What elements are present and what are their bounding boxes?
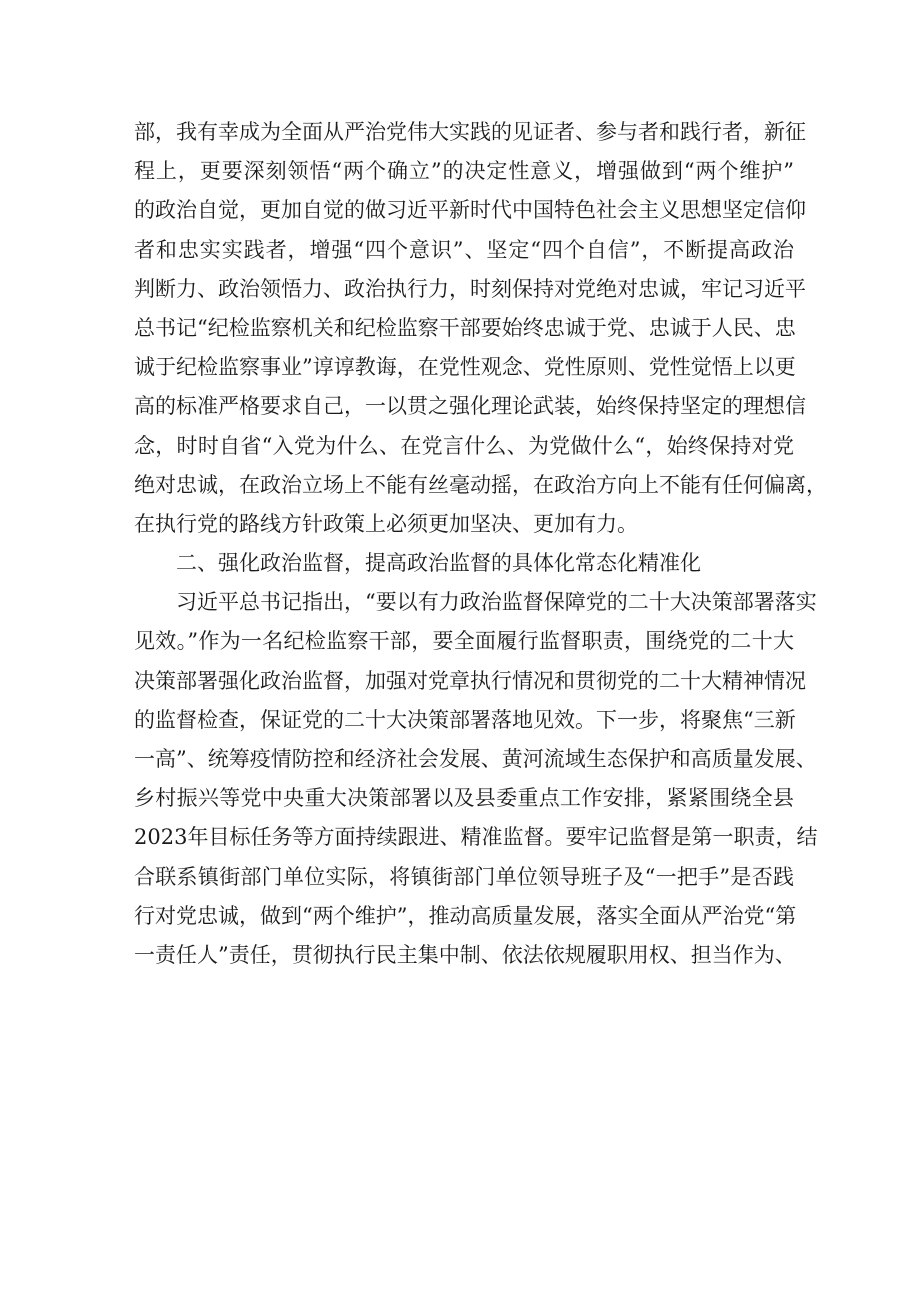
text-line: 的监督检查，保证党的二十大决策部署落地见效。下一步，将聚焦“三新: [134, 707, 796, 732]
text-line: 绝对忠诚，在政治立场上不能有丝毫动摇，在政治方向上不能有任何偏离，: [134, 472, 827, 497]
text-line: 者和忠实实践者，增强“四个意识”、坚定“四个自信”，不断提高政治: [134, 237, 794, 262]
text-line: 合联系镇街部门单位实际，将镇街部门单位领导班子及“一把手”是否践: [134, 864, 794, 889]
text-line: 习近平总书记指出，“要以有力政治监督保障党的二十大决策部署落实: [176, 590, 817, 615]
text-line: 念，时时自省“入党为什么、在党言什么、为党做什么“，始终保持对党: [134, 433, 794, 458]
paragraph-party-loyalty: [134, 113, 827, 544]
paragraph-political-supervision: [134, 583, 818, 975]
text-line: 的政治自觉，更加自觉的做习近平新时代中国特色社会主义思想坚定信仰: [134, 198, 806, 223]
text-line: 判断力、政治领悟力、政治执行力，时刻保持对党绝对忠诚，牢记习近平: [134, 276, 806, 301]
text-line: 乡村振兴等党中央重大决策部署以及县委重点工作安排，紧紧围绕全县: [134, 786, 794, 811]
document-body: [134, 113, 827, 975]
text-line: 一责任人”责任，贯彻执行民主集中制、依法依规履职用权、担当作为、: [134, 942, 796, 967]
text-line: 高的标准严格要求自己，一以贯之强化理论武装，始终保持坚定的理想信: [134, 394, 806, 419]
text-line: 总书记“纪检监察机关和纪检监察干部要始终忠诚于党、忠诚于人民、忠: [134, 315, 796, 340]
text-line: 行对党忠诚，做到“两个维护”，推动高质量发展，落实全面从严治党“第: [134, 903, 797, 928]
text-line: 一高”、统筹疫情防控和经济社会发展、黄河流域生态保护和高质量发展、: [134, 747, 817, 771]
text-line: 2023年目标任务等方面持续跟进、精准监督。要牢记监督是第一职责，结: [134, 825, 818, 850]
heading-text: 二、强化政治监督，提高政治监督的具体化常态化精准化: [176, 551, 701, 576]
text-line: 程上，更要深刻领悟“两个确立”的决定性意义，增强做到“两个维护”: [134, 159, 794, 184]
text-line: 诚于纪检监察事业”谆谆教诲，在党性观念、党性原则、党性觉悟上以更: [134, 355, 796, 380]
text-line: 决策部署强化政治监督，加强对党章执行情况和贯彻党的二十大精神情况: [134, 668, 806, 693]
text-line: 见效。”作为一名纪检监察干部，要全面履行监督职责，围绕党的二十大: [134, 629, 794, 654]
text-line: 部，我有幸成为全面从严治党伟大实践的见证者、参与者和践行者，新征: [134, 120, 806, 144]
text-line: 在执行党的路线方针政策上必须更加坚决、更加有力。: [134, 511, 638, 536]
section-heading: [134, 544, 794, 583]
